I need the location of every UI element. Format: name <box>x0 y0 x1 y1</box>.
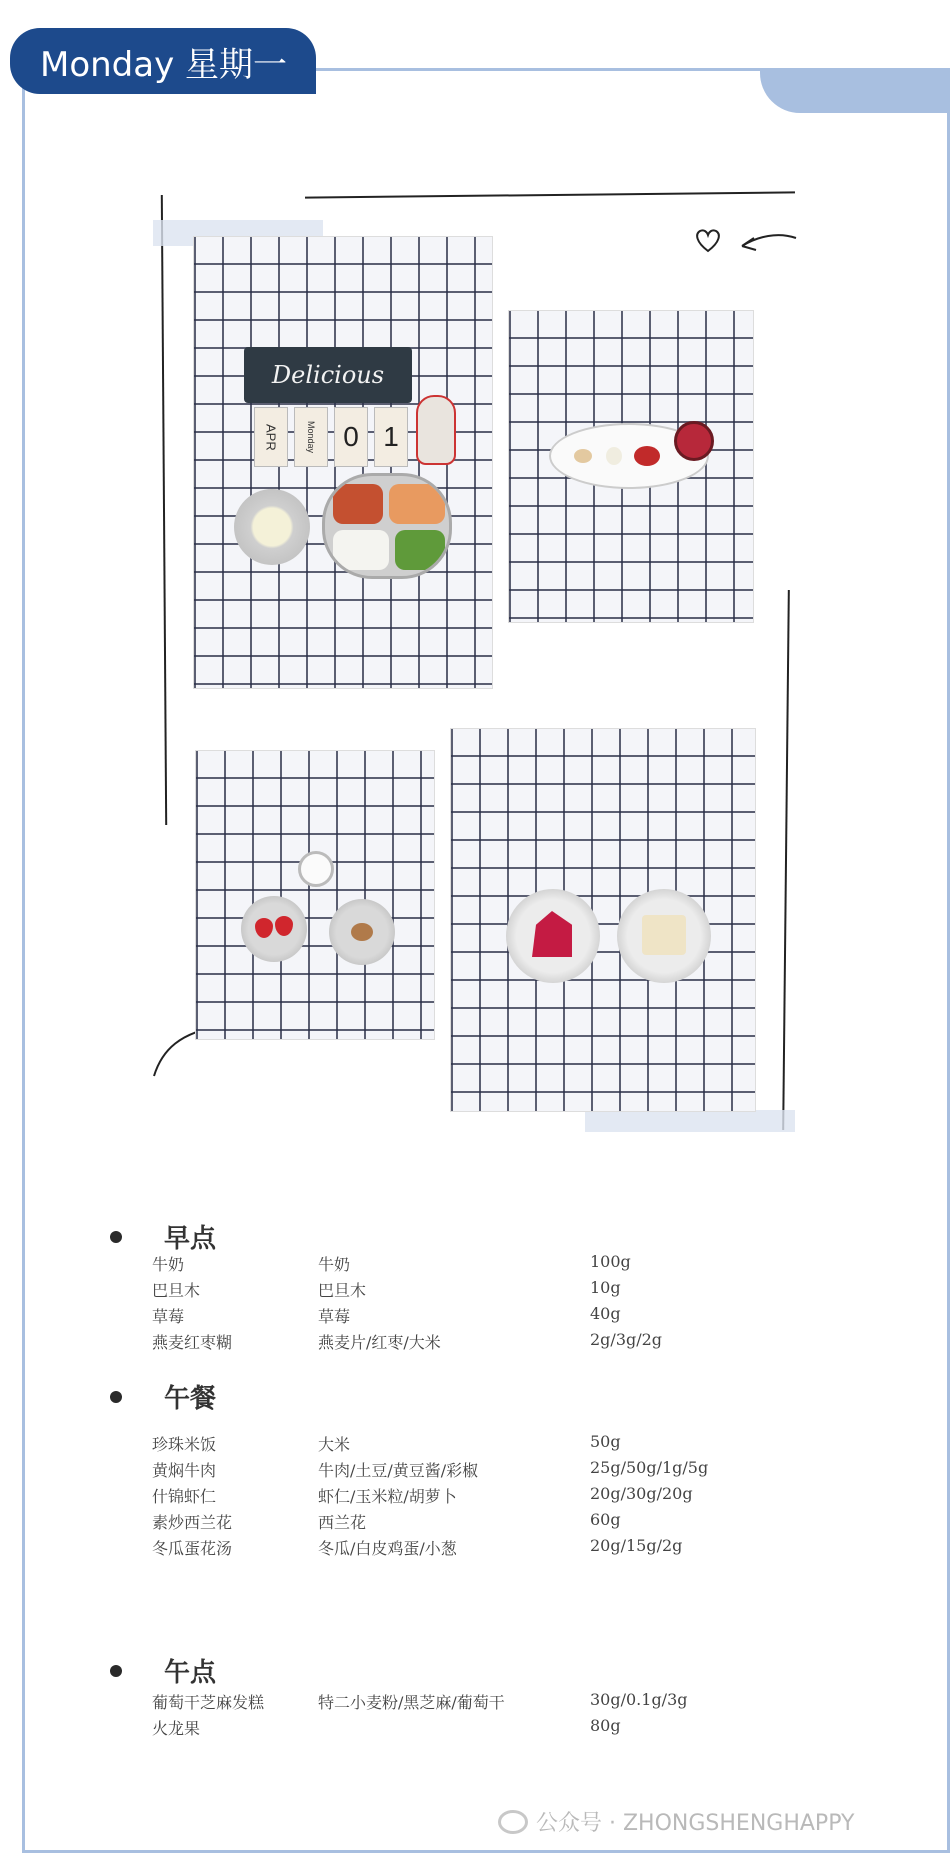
menu-row <box>0 1304 950 1330</box>
ingredients: 牛奶 <box>318 1255 351 1274</box>
photo-lunch <box>193 236 493 689</box>
calendar-digit: 1 <box>383 421 399 452</box>
chalkboard-text: Delicious <box>271 361 385 389</box>
portion: 20g/30g/20g <box>590 1484 693 1503</box>
menu-row <box>0 1252 950 1278</box>
calendar-block <box>254 407 288 467</box>
almond-plate <box>329 899 395 965</box>
soup-bowl <box>234 489 310 565</box>
calendar-weekday: Monday <box>306 420 316 454</box>
rice-portion <box>606 447 622 465</box>
portion: 50g <box>590 1432 621 1451</box>
milk-cup <box>298 851 334 887</box>
page-title: Monday 星期一 <box>40 44 288 85</box>
cake-plate <box>617 889 711 983</box>
food-tray <box>322 473 452 579</box>
dish-name: 火龙果 <box>152 1719 201 1738</box>
dish-name: 珍珠米饭 <box>152 1435 217 1454</box>
portion: 20g/15g/2g <box>590 1536 683 1555</box>
chalkboard-sign <box>244 347 412 403</box>
section-title: 午点 <box>160 1652 220 1689</box>
menu-row <box>0 1510 950 1536</box>
watermark <box>498 1806 854 1837</box>
calendar-month: APR <box>263 423 279 451</box>
menu-row <box>0 1432 950 1458</box>
photo-afternoon-snack <box>450 728 756 1112</box>
ingredients: 牛肉/土豆/黄豆酱/彩椒 <box>318 1461 479 1480</box>
chef-figure <box>416 395 456 465</box>
section-header <box>110 1218 220 1255</box>
dish-name: 冬瓜蛋花汤 <box>152 1539 233 1558</box>
dragonfruit-plate <box>506 889 600 983</box>
ingredients: 冬瓜/白皮鸡蛋/小葱 <box>318 1539 457 1558</box>
photo-snack-plate <box>508 310 754 623</box>
strawberry-plate <box>241 896 307 962</box>
dish-name: 什锦虾仁 <box>152 1487 217 1506</box>
portion: 25g/50g/1g/5g <box>590 1458 709 1477</box>
dish-name: 燕麦红枣糊 <box>152 1333 233 1352</box>
portion: 40g <box>590 1304 621 1323</box>
dish-name: 巴旦木 <box>152 1281 201 1300</box>
dish-name: 素炒西兰花 <box>152 1513 233 1532</box>
calendar-blocks <box>254 407 408 467</box>
menu-row <box>0 1716 950 1742</box>
dish-name: 牛奶 <box>152 1255 185 1274</box>
jujube-portion <box>634 446 660 466</box>
menu-row <box>0 1690 950 1716</box>
dish-name: 葡萄干芝麻发糕 <box>152 1693 265 1712</box>
portion: 60g <box>590 1510 621 1529</box>
menu-row <box>0 1536 950 1562</box>
dish-name: 黄焖牛肉 <box>152 1461 217 1480</box>
calendar-block <box>294 407 328 467</box>
bullet-icon <box>110 1391 122 1403</box>
bullet-icon <box>110 1665 122 1677</box>
cup <box>674 421 714 461</box>
ingredients: 大米 <box>318 1435 351 1454</box>
menu-row <box>0 1330 950 1356</box>
menu-row <box>0 1278 950 1304</box>
watermark-text: 公众号 · ZHONGSHENGHAPPY <box>536 1811 855 1836</box>
portion: 30g/0.1g/3g <box>590 1690 688 1709</box>
heart-icon <box>692 226 724 254</box>
dish-name: 草莓 <box>152 1307 185 1326</box>
oatmeal-portion <box>574 449 592 463</box>
calendar-block <box>374 407 408 467</box>
photo-breakfast <box>195 750 435 1040</box>
section-header <box>110 1378 220 1415</box>
ingredients: 燕麦片/红枣/大米 <box>318 1333 441 1352</box>
title-tab <box>10 28 316 94</box>
calendar-digit: 0 <box>343 421 359 452</box>
ingredients: 巴旦木 <box>318 1281 367 1300</box>
section-title: 午餐 <box>160 1378 220 1415</box>
portion: 10g <box>590 1278 621 1297</box>
ingredients: 西兰花 <box>318 1513 367 1532</box>
portion: 100g <box>590 1252 631 1271</box>
section-title: 早点 <box>160 1218 220 1255</box>
ingredients: 虾仁/玉米粒/胡萝卜 <box>318 1487 457 1506</box>
portion: 2g/3g/2g <box>590 1330 663 1349</box>
arrow-icon <box>738 230 798 254</box>
ingredients: 特二小麦粉/黑芝麻/葡萄干 <box>318 1693 505 1712</box>
menu-row <box>0 1484 950 1510</box>
wechat-icon <box>498 1810 528 1834</box>
bullet-icon <box>110 1231 122 1243</box>
calendar-block <box>334 407 368 467</box>
menu-row <box>0 1458 950 1484</box>
section-header <box>110 1652 220 1689</box>
corner-tab <box>760 68 950 113</box>
ingredients: 草莓 <box>318 1307 351 1326</box>
portion: 80g <box>590 1716 621 1735</box>
tape-bottom <box>585 1110 795 1132</box>
